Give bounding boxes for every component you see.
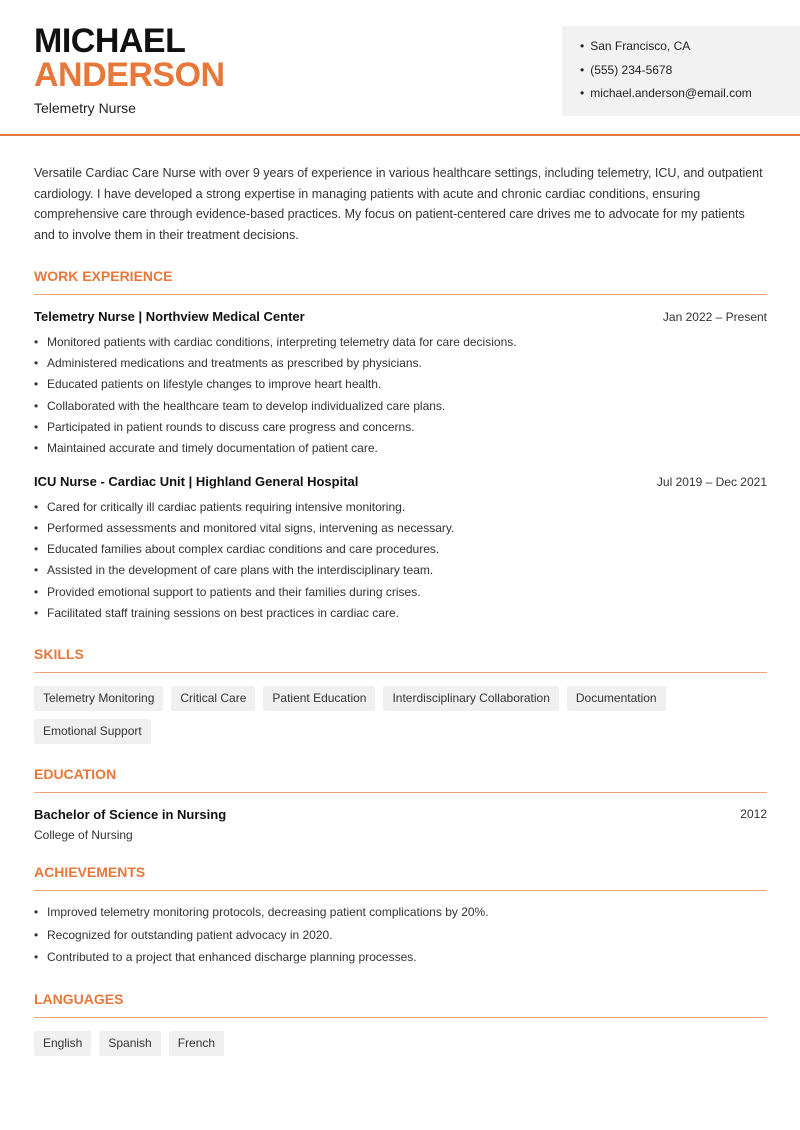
list-item: • Participated in patient rounds to discuss care progress and concerns. [34, 417, 767, 438]
skill-tag: Telemetry Monitoring [34, 686, 163, 711]
contact-phone: • (555) 234-5678 [580, 62, 800, 86]
job-header [34, 309, 767, 324]
job-bullets [34, 332, 767, 460]
language-tag: French [169, 1031, 224, 1056]
skill-tags [34, 686, 767, 744]
section-title-achievements: ACHIEVEMENTS [34, 864, 767, 891]
section-title-work: WORK EXPERIENCE [34, 268, 767, 295]
job-header [34, 474, 767, 489]
list-item: • Administered medications and treatments as prescribed by physicians. [34, 353, 767, 374]
list-item: • Educated patients on lifestyle changes to improve heart health. [34, 374, 767, 395]
job-title: Telemetry Nurse | Northview Medical Center [34, 308, 305, 324]
education-section [34, 766, 767, 842]
section-title-skills: SKILLS [34, 646, 767, 673]
list-item: • Recognized for outstanding patient advocacy in 2020. [34, 924, 767, 947]
achievements-section [34, 864, 767, 969]
skill-tag: Documentation [567, 686, 666, 711]
list-item: • Provided emotional support to patients and their families during crises. [34, 582, 767, 603]
resume-header [0, 0, 800, 136]
work-experience-section [34, 268, 767, 625]
language-tags [34, 1031, 767, 1056]
list-item: • Improved telemetry monitoring protocols, decreasing patient complications by 20%. [34, 901, 767, 924]
degree: Bachelor of Science in Nursing [34, 807, 227, 823]
list-item: • Facilitated staff training sessions on best practices in cardiac care. [34, 603, 767, 624]
contact-box [562, 26, 800, 116]
skill-tag: Emotional Support [34, 719, 151, 744]
list-item: • Collaborated with the healthcare team to develop individualized care plans. [34, 396, 767, 417]
job-bullets [34, 497, 767, 625]
skill-tag: Interdisciplinary Collaboration [383, 686, 558, 711]
education-row [34, 807, 767, 822]
last-name: ANDERSON [34, 56, 225, 94]
graduation-year: 2012 [740, 807, 767, 822]
contact-location: • San Francisco, CA [580, 38, 800, 62]
list-item: • Cared for critically ill cardiac patients requiring intensive monitoring. [34, 497, 767, 518]
skills-section [34, 646, 767, 744]
language-tag: Spanish [99, 1031, 160, 1056]
list-item: • Performed assessments and monitored vital signs, intervening as necessary. [34, 518, 767, 539]
job-role: Telemetry Nurse [34, 100, 136, 116]
job-title: ICU Nurse - Cardiac Unit | Highland General Hospital [34, 473, 359, 489]
section-title-languages: LANGUAGES [34, 991, 767, 1018]
list-item: • Monitored patients with cardiac conditions, interpreting telemetry data for care decisions. [34, 332, 767, 353]
summary-text: Versatile Cardiac Care Nurse with over 9 years of experience in various healthcare settings, including telemetry, ICU, and outpatient cardiology. I have developed a strong expertise in managing patients with acute and chronic cardiac conditions, ensuring comprehensive care through evidence-based practices. My focus on patient-centered care drives me to advocate for my patients and to involve them in their treatment decisions. [34, 166, 763, 243]
school-name: College of Nursing [34, 828, 133, 843]
job-date: Jan 2022 – Present [662, 309, 767, 324]
achievement-bullets [34, 901, 767, 969]
list-item: • Educated families about complex cardiac conditions and care procedures. [34, 539, 767, 560]
resume-body [34, 163, 767, 1056]
job-date: Jul 2019 – Dec 2021 [656, 474, 767, 489]
skill-tag: Patient Education [263, 686, 375, 711]
section-title-education: EDUCATION [34, 766, 767, 793]
languages-section [34, 991, 767, 1056]
list-item: • Assisted in the development of care plans with the interdisciplinary team. [34, 560, 767, 581]
list-item: • Contributed to a project that enhanced discharge planning processes. [34, 946, 767, 969]
list-item: • Maintained accurate and timely documentation of patient care. [34, 438, 767, 459]
skill-tag: Critical Care [171, 686, 255, 711]
language-tag: English [34, 1031, 91, 1056]
first-name: MICHAEL [34, 22, 186, 60]
contact-email[interactable]: • michael.anderson@email.com [580, 85, 800, 109]
